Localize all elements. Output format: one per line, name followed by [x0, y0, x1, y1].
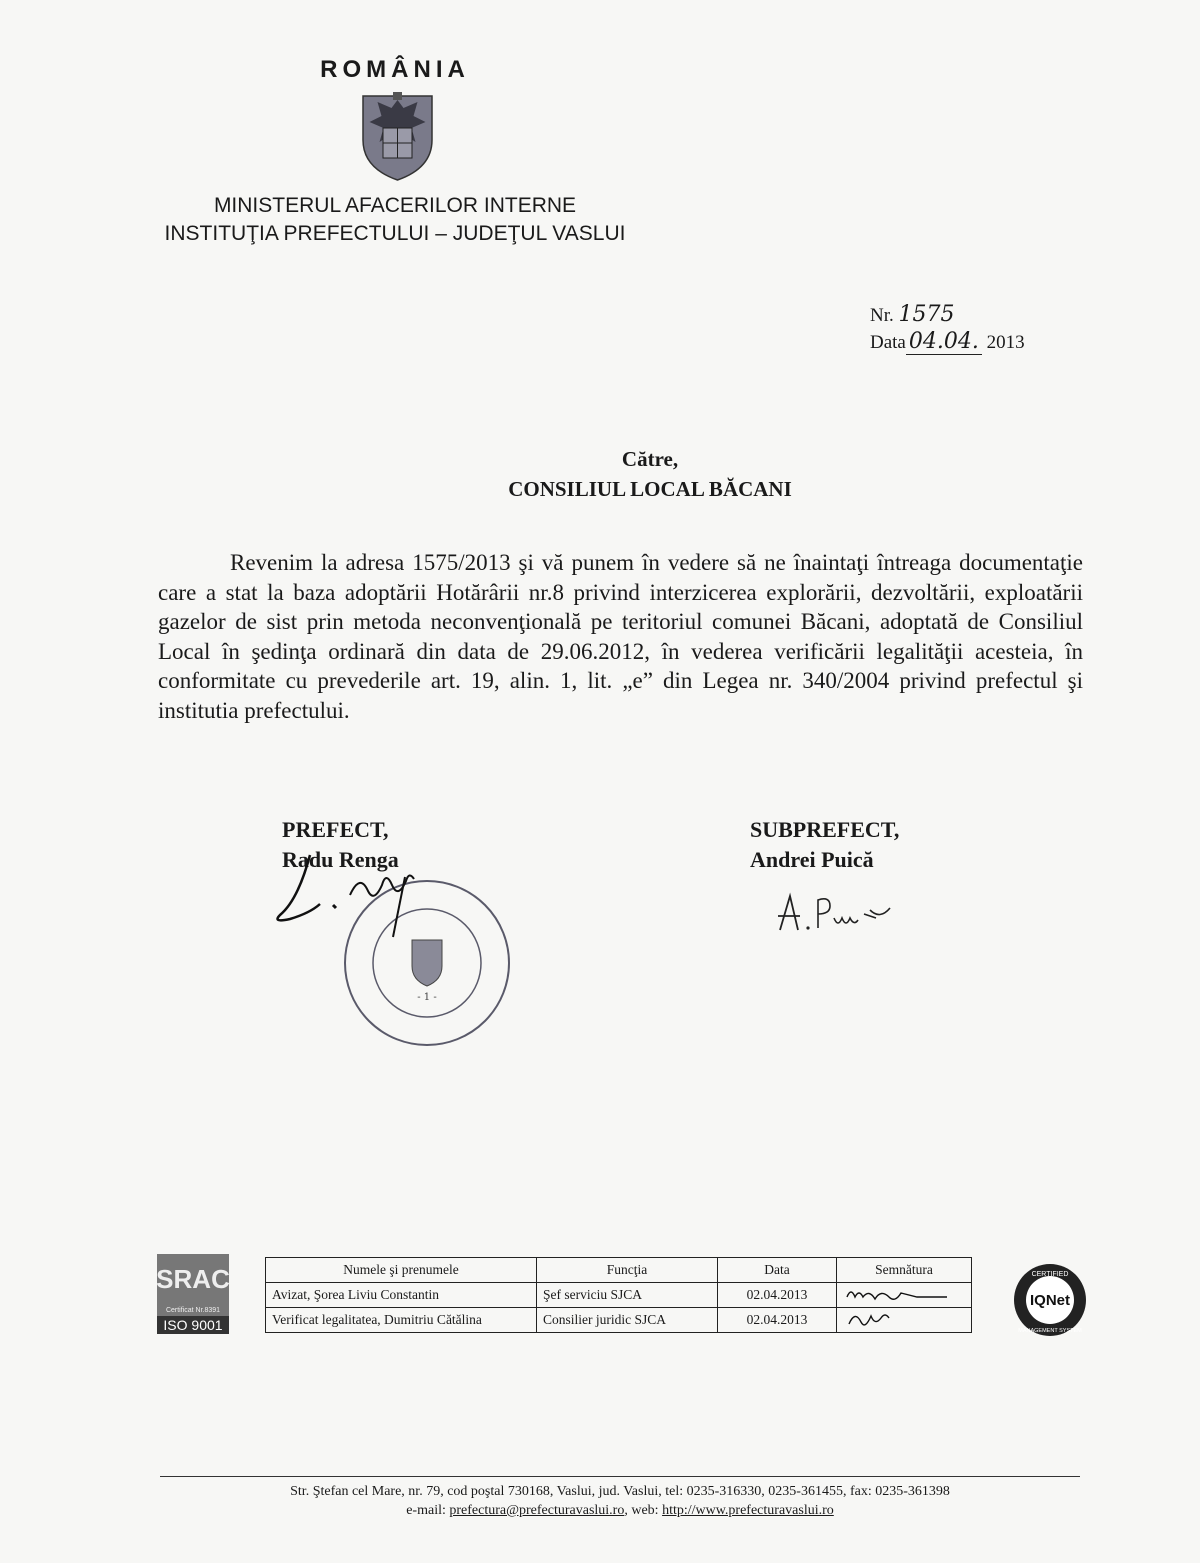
registration-date-value: 04.04. [906, 329, 982, 355]
salutation: Către, [621, 447, 679, 471]
iqnet-logo [1012, 1262, 1088, 1338]
cell-signature [837, 1283, 972, 1308]
header-signature: Semnătura [837, 1258, 972, 1283]
header-name: Numele şi prenumele [266, 1258, 537, 1283]
cell-name: Avizat, Şorea Liviu Constantin [266, 1283, 537, 1308]
cell-function: Consilier juridic SJCA [537, 1308, 718, 1333]
iqnet-top-text: CERTIFIED [1031, 1271, 1069, 1278]
prefect-title: PREFECT, [282, 817, 389, 842]
approval-table-header [266, 1258, 972, 1283]
table-row [266, 1308, 972, 1333]
cell-function: Şef serviciu SJCA [537, 1283, 718, 1308]
registration-date: Data 04.04. 2013 [870, 329, 1025, 354]
iqnet-bottom-text: MANAGEMENT SYSTEM [1018, 1328, 1082, 1334]
cell-name: Verificat legalitatea, Dumitriu Cătălina [266, 1308, 537, 1333]
table-row [266, 1283, 972, 1308]
subprefect-signature-block [750, 815, 899, 875]
header-function: Funcţia [537, 1258, 718, 1283]
email-link[interactable]: prefectura@prefecturavaslui.ro [449, 1503, 625, 1518]
prefect-handwritten-signature [265, 835, 440, 945]
ministry-name: MINISTERUL AFACERILOR INTERNE [213, 194, 577, 217]
country-heading: ROMÂNIA [320, 56, 470, 83]
institution-name: INSTITUŢIA PREFECTULUI – JUDEŢUL VASLUI [164, 222, 626, 245]
addressee [300, 444, 1000, 504]
svg-text:- 1 -: - 1 - [417, 992, 437, 1003]
signature-scribble-icon [843, 1308, 903, 1328]
registration-year: 2013 [986, 332, 1025, 353]
srac-logo-text: SRAC [157, 1264, 229, 1294]
approval-table [265, 1257, 972, 1333]
prefect-name: Radu Renga [282, 847, 399, 872]
header-date: Data [718, 1258, 837, 1283]
subprefect-name: Andrei Puică [750, 847, 874, 872]
registration-number-value: 1575 [898, 302, 955, 327]
registration-block [870, 302, 1025, 356]
subprefect-handwritten-signature [768, 888, 908, 938]
cell-date: 02.04.2013 [718, 1308, 837, 1333]
coat-of-arms-icon [355, 88, 440, 182]
letter-body [158, 548, 1083, 725]
footer-address: Str. Ştefan cel Mare, nr. 79, cod poştal 730168, Vaslui, jud. Vaslui, tel: 0235-316330, 0235-361455, fax: 0235-361398 [290, 1484, 950, 1499]
letter-body-text: Revenim la adresa 1575/2013 şi vă punem în vedere să ne înaintaţi întreaga documentaţie care a stat la baza adoptării Hotărârii nr.8 privind interzicerea explorării, dezvoltării, exploatării gazelor de sist prin metoda neconvenţională pe teritoriul comunei Băcani, adoptată de Consiliul Local în şedinţa ordinară din data de 29.06.2012, în vederea verificării legalităţii acesteia, în conformitate cu prevederile art. 19, alin. 1, lit. „e” din Legea nr. 340/2004 privind prefectul şi institutia prefectului. [158, 550, 1083, 723]
srac-cert-text: Certificat Nr.8391 [165, 1307, 221, 1314]
recipient: CONSILIUL LOCAL BĂCANI [508, 477, 792, 501]
iqnet-mid-text: IQNet [1029, 1292, 1071, 1309]
iqnet-logo-icon [1012, 1262, 1088, 1338]
ministry-block [130, 192, 660, 248]
subprefect-title: SUBPREFECT, [750, 817, 900, 842]
srac-logo-icon [157, 1254, 229, 1334]
srac-iso-logo [157, 1254, 229, 1334]
footer-contact: e-mail: prefectura@prefecturavaslui.ro, web: http://www.prefecturavaslui.ro [406, 1503, 834, 1518]
registration-number: Nr. 1575 [870, 302, 955, 327]
signature-scribble-icon [843, 1283, 953, 1303]
website-link[interactable]: http://www.prefecturavaslui.ro [662, 1503, 834, 1518]
footer-divider [160, 1476, 1080, 1477]
footer [160, 1482, 1080, 1520]
cell-signature [837, 1308, 972, 1333]
cell-date: 02.04.2013 [718, 1283, 837, 1308]
srac-iso-text: ISO 9001 [163, 1317, 223, 1333]
